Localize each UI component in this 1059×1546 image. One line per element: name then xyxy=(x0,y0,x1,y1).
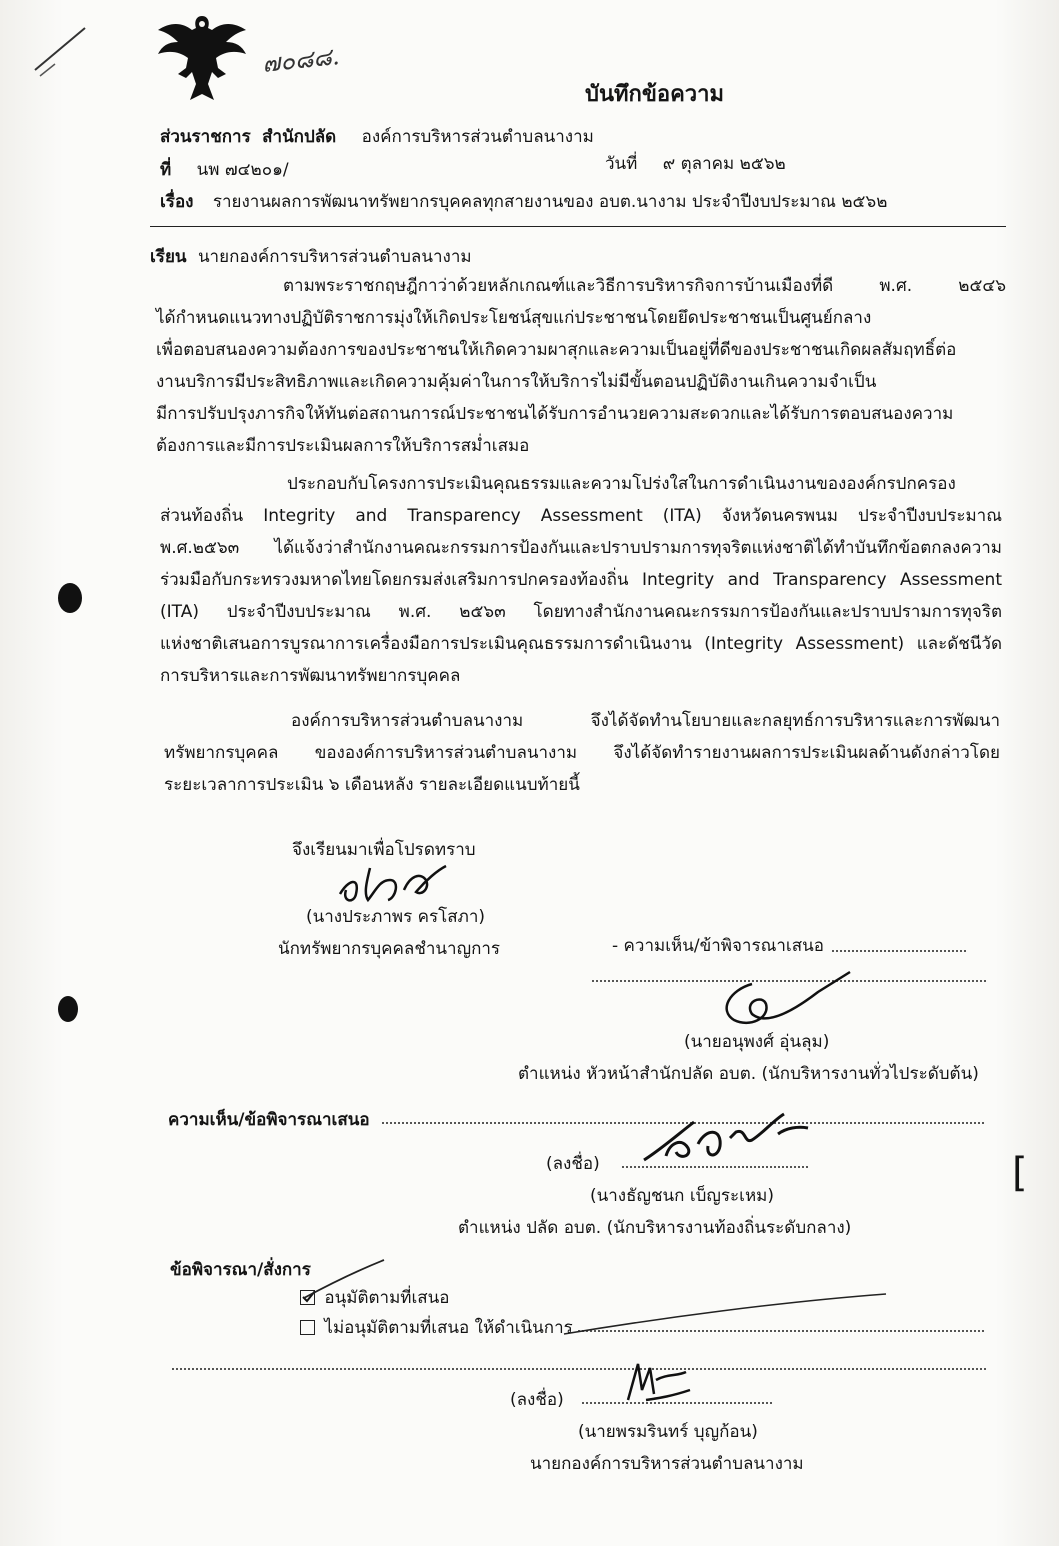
agency-org: องค์การบริหารส่วนตำบลนางาม xyxy=(361,127,594,147)
paragraph-line: องค์การบริหารส่วนตำบลนางาม จึงได้จัดทำนโยบายและกลยุทธ์การบริหารและการพัฒนา xyxy=(291,711,1000,731)
paragraph-line: (ITA) ประจำปีงบประมาณ พ.ศ. ๒๕๖๓ โดยทางสำนักงานคณะกรรมการป้องกันและปราบปรามการทุจริต xyxy=(160,602,1002,622)
date-value: ๙ ตุลาคม ๒๕๖๒ xyxy=(662,154,786,174)
pen-mark xyxy=(30,20,90,80)
agency-dept: สำนักปลัด xyxy=(262,127,337,147)
dotted-line xyxy=(832,950,966,952)
paragraph-line: ต้องการและมีการประเมินผลการให้บริการสม่ำเสมอ xyxy=(156,436,530,456)
opinion1-label: - ความเห็น/ข้าพิจารณาเสนอ xyxy=(612,936,824,956)
to-label: เรียน xyxy=(150,247,187,267)
agency-row xyxy=(160,123,594,150)
opinion2-signer: (นางธัญชนก เบ็ญระเหม) xyxy=(590,1186,775,1206)
paragraph-line: แห่งชาติเสนอการบูรณาการเครื่องมือการประเมินคุณธรรมการดำเนินงาน (Integrity Assessment) และดัชนีวัด xyxy=(160,634,1002,654)
salutation xyxy=(150,243,472,270)
opinion1-position: ตำแหน่ง หัวหน้าสำนักปลัด อบต. (นักบริหารงานทั่วไประดับต้น) xyxy=(518,1064,979,1084)
paragraph-1 xyxy=(156,270,1006,462)
reject-option[interactable] xyxy=(300,1314,573,1341)
decision-stroke xyxy=(560,1290,890,1340)
garuda-emblem-icon xyxy=(152,8,252,108)
paragraph-line: ประกอบกับโครงการประเมินคุณธรรมและความโปร่งใสในการดำเนินงานขององค์กรปกครอง xyxy=(287,474,956,494)
paragraph-line: มีการปรับปรุงภารกิจให้ทันต่อสถานการณ์ประชาชนได้รับการอำนวยความสะดวกและได้รับการตอบสนองความ xyxy=(156,404,954,424)
date-row xyxy=(605,150,786,177)
signature-3 xyxy=(636,1098,816,1178)
subject-row xyxy=(160,188,887,215)
decision-label: ข้อพิจารณา/สั่งการ xyxy=(170,1260,311,1280)
paragraph-line: พ.ศ.๒๕๖๓ ได้แจ้งว่าสำนักงานคณะกรรมการป้องกันและปราบปรามการทุจริตแห่งชาติได้ทำบันทึกข้อตกลงความ xyxy=(160,538,1002,558)
paragraph-line: ได้กำหนดแนวทางปฏิบัติราชการมุ่งให้เกิดประโยชน์สุขแก่ประชาชนโดยยึดประชาชนเป็นศูนย์กลาง xyxy=(156,308,872,328)
approve-label: อนุมัติตามที่เสนอ xyxy=(324,1288,450,1308)
agency-label: ส่วนราชการ xyxy=(160,127,251,147)
paragraph-line: ส่วนท้องถิ่น Integrity and Transparency Assessment (ITA) จังหวัดนครพนม ประจำปีงบประมาณ xyxy=(160,506,1002,526)
paragraph-line: เพื่อตอบสนองความต้องการของประชาชนให้เกิดความผาสุกและความเป็นอยู่ที่ดีของประชาชนเกิดผลสัมฤทธิ์ต่อ xyxy=(156,340,957,360)
punch-hole xyxy=(58,996,78,1022)
right-bracket: [ xyxy=(1012,1150,1028,1196)
signer1-name: (นางประภาพร ครโสภา) xyxy=(306,907,486,927)
paragraph-line: การบริหารและการพัฒนาทรัพยากรบุคคล xyxy=(160,666,461,686)
memo-title: บันทึกข้อความ xyxy=(585,82,725,107)
to-value: นายกองค์การบริหารส่วนตำบลนางาม xyxy=(197,247,472,267)
paragraph-line: ตามพระราชกฤษฎีกาว่าด้วยหลักเกณฑ์และวิธีการบริหารกิจการบ้านเมืองที่ดี พ.ศ. ๒๕๔๖ xyxy=(283,276,1006,296)
ref-row xyxy=(160,156,289,183)
opinion2-sign-label: (ลงชื่อ) xyxy=(546,1154,600,1174)
date-label: วันที่ xyxy=(605,154,638,174)
signature-1 xyxy=(330,850,460,910)
paragraph-2 xyxy=(160,468,1002,692)
opinion2-label: ความเห็น/ข้อพิจารณาเสนอ xyxy=(168,1110,370,1130)
closing-text: จึงเรียนมาเพื่อโปรดทราบ xyxy=(292,840,476,860)
signer1-position: นักทรัพยากรบุคคลชำนาญการ xyxy=(278,939,501,959)
header-divider xyxy=(150,226,1006,227)
punch-hole xyxy=(58,583,82,613)
signature-2 xyxy=(700,966,860,1036)
ref-number: นพ ๗๔๒๐๑/ xyxy=(196,160,289,180)
dotted-line xyxy=(172,1368,986,1370)
paragraph-line: ร่วมมือกับกระทรวงมหาดไทยโดยกรมส่งเสริมการปกครองท้องถิ่น Integrity and Transparency Assessment xyxy=(160,570,1002,590)
opinion2-position: ตำแหน่ง ปลัด อบต. (นักบริหารงานท้องถิ่นระดับกลาง) xyxy=(458,1218,852,1238)
subject-text: รายงานผลการพัฒนาทรัพยากรบุคคลทุกสายงานของ อบต.นางาม ประจำปีงบประมาณ ๒๕๖๒ xyxy=(212,192,888,212)
decision-signer: (นายพรมรินทร์ บุญก้อน) xyxy=(578,1422,758,1442)
paragraph-line: ระยะเวลาการประเมิน ๖ เดือนหลัง รายละเอียดแนบท้ายนี้ xyxy=(164,775,580,795)
reject-label: ไม่อนุมัติตามที่เสนอ ให้ดำเนินการ xyxy=(324,1318,573,1338)
subject-label: เรื่อง xyxy=(160,192,194,212)
signature-4 xyxy=(616,1350,696,1410)
reject-checkbox[interactable] xyxy=(300,1320,315,1335)
paragraph-line: งานบริการมีประสิทธิภาพและเกิดความคุ้มค่าในการให้บริการไม่มีขั้นตอนปฏิบัติงานเกินความจำเป็น xyxy=(156,372,877,392)
decision-sign-label: (ลงชื่อ) xyxy=(510,1390,564,1410)
handwritten-note: ๗๐๘๘. xyxy=(260,42,341,78)
paragraph-3 xyxy=(164,705,1000,801)
decision-position: นายกองค์การบริหารส่วนตำบลนางาม xyxy=(530,1454,804,1474)
opinion1-signer: (นายอนุพงศ์ อุ่นลุม) xyxy=(684,1032,830,1052)
approve-stroke xyxy=(300,1254,390,1304)
ref-label: ที่ xyxy=(160,160,172,180)
paragraph-line: ทรัพยากรบุคคล ขององค์การบริหารส่วนตำบลนางาม จึงได้จัดทำรายงานผลการประเมินผลด้านดังกล่าวโดย xyxy=(164,743,1000,763)
